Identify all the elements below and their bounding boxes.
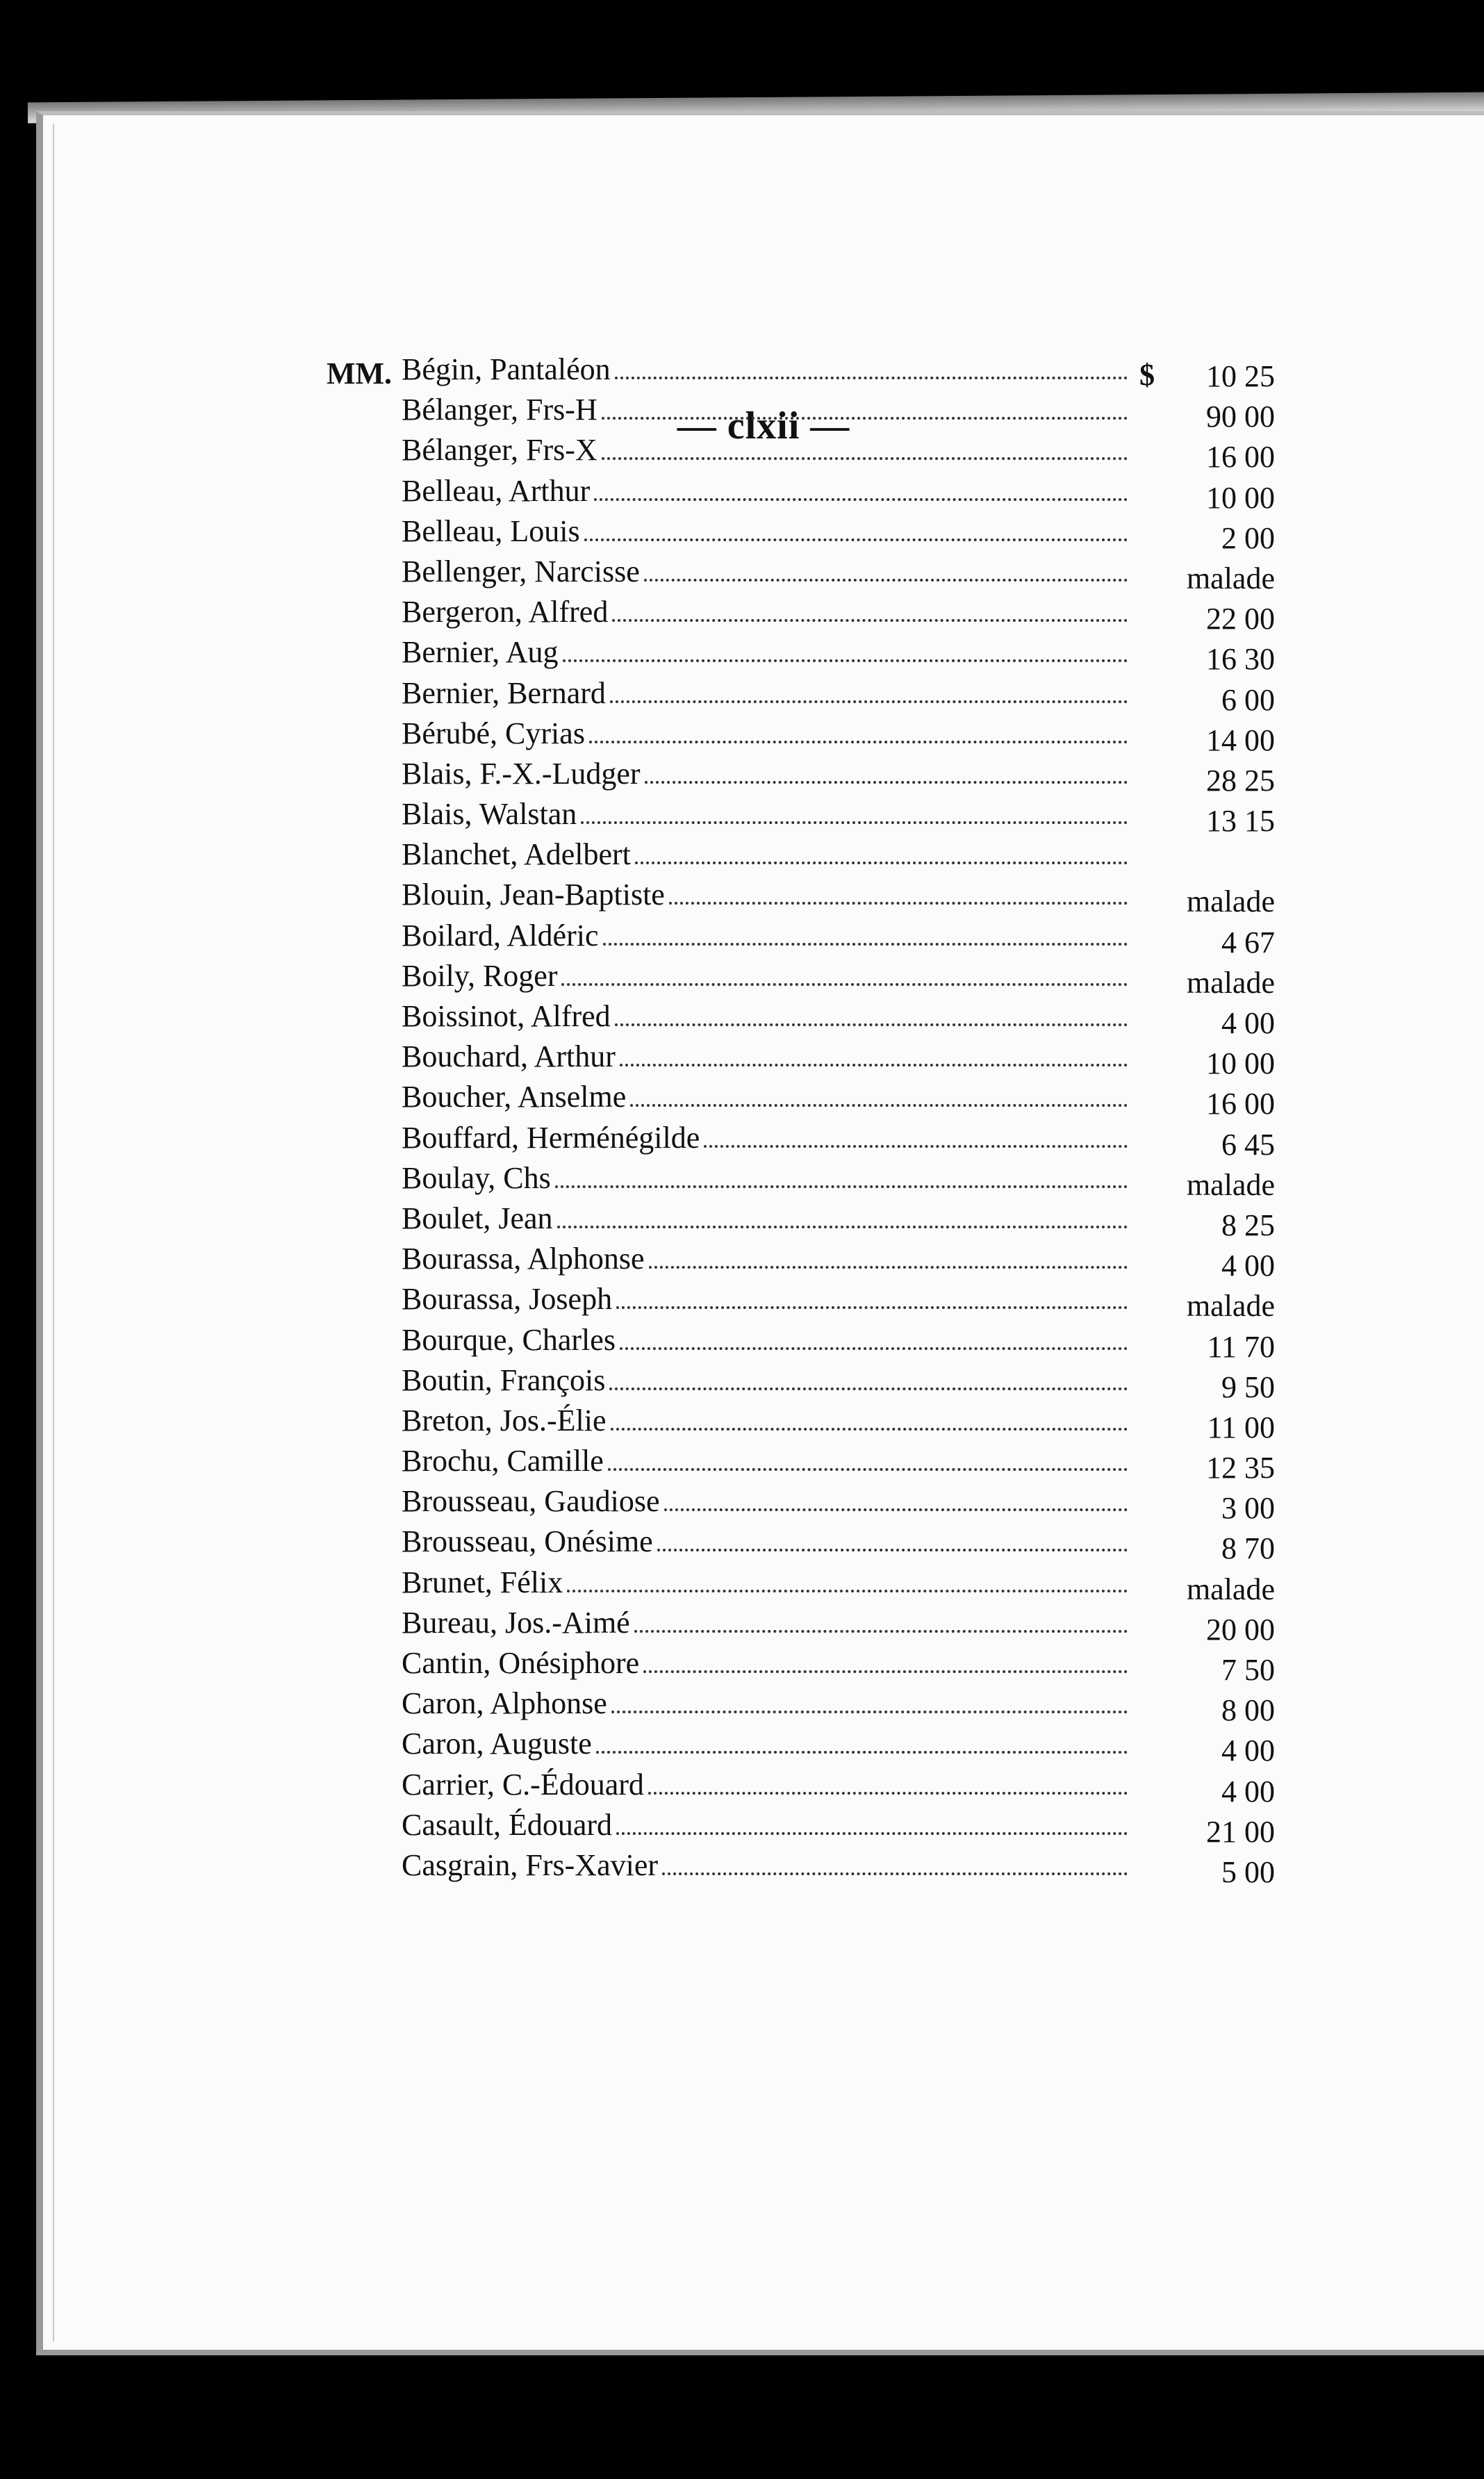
subscriber-name: Blais, F.-X.-Ludger: [402, 756, 641, 791]
name-cell: [402, 918, 1128, 953]
dot-leader: [616, 1832, 1128, 1835]
subscriber-name: Bélanger, Frs-X: [402, 433, 597, 468]
list-item: [327, 1196, 1285, 1242]
amount-value: malade: [1186, 1289, 1275, 1324]
list-item: [327, 1399, 1285, 1444]
subscriber-name: Boutin, François: [402, 1362, 606, 1397]
name-cell: [402, 1486, 1128, 1517]
list-item: [327, 630, 1285, 677]
dot-leader: [609, 1387, 1128, 1390]
name-cell: [402, 1526, 1128, 1557]
name-cell: [402, 1729, 1128, 1759]
amount-value: 4 00: [1221, 1006, 1275, 1040]
dot-leader: [557, 1226, 1128, 1228]
list-item: [327, 711, 1285, 757]
name-cell: [402, 1322, 1128, 1357]
dot-leader: [594, 498, 1128, 501]
dot-leader: [612, 619, 1128, 622]
subscriber-name: Bélanger, Frs-H: [402, 393, 597, 427]
list-item: [327, 388, 1285, 434]
subscriber-name: Brousseau, Gaudiose: [402, 1484, 660, 1519]
amount-value: 16 00: [1206, 1087, 1275, 1121]
amount-value: 9 50: [1221, 1369, 1275, 1404]
amount-value: 5 00: [1221, 1854, 1275, 1889]
amount-value: 14 00: [1206, 723, 1275, 757]
name-cell: [402, 554, 1128, 588]
dot-leader: [634, 1630, 1128, 1633]
list-item: [327, 1156, 1285, 1202]
subscriber-name: Bellenger, Narcisse: [402, 554, 640, 588]
subscriber-name: Carrier, C.-Édouard: [402, 1767, 644, 1802]
subscriber-name: Boulet, Jean: [402, 1201, 553, 1235]
subscriber-name: Brochu, Camille: [402, 1444, 604, 1479]
name-cell: [402, 597, 1128, 627]
name-cell: [402, 1362, 1128, 1397]
amount-value: 8 00: [1221, 1693, 1275, 1728]
dot-leader: [602, 457, 1128, 460]
dot-leader: [589, 741, 1128, 743]
dot-leader: [615, 1023, 1128, 1026]
subscriber-name: Bureau, Jos.-Aimé: [402, 1605, 630, 1640]
list-item: [327, 550, 1285, 595]
name-cell: [402, 1847, 1128, 1882]
dot-leader: [615, 377, 1128, 379]
subscriber-name: Brunet, Félix: [402, 1565, 563, 1599]
amount-value: 10 25: [1206, 359, 1275, 393]
list-item: [327, 1237, 1285, 1283]
list-item: [327, 1763, 1285, 1809]
subscriber-name: Boilard, Aldéric: [402, 918, 599, 953]
name-cell: [402, 1567, 1128, 1598]
subscriber-name: Casault, Édouard: [402, 1807, 613, 1842]
amount-value: 10 00: [1206, 480, 1275, 515]
list-item: [327, 994, 1285, 1040]
name-cell: [402, 839, 1128, 870]
name-cell: [402, 395, 1128, 425]
subscriber-name: Bourque, Charles: [402, 1322, 616, 1357]
subscriber-name: Bérubé, Cyrias: [402, 716, 585, 750]
amount-value: 20 00: [1206, 1612, 1275, 1647]
list-item: [327, 671, 1285, 717]
subscriber-name: Blanchet, Adelbert: [402, 837, 631, 872]
currency-symbol: $: [1139, 358, 1155, 392]
dot-leader: [584, 538, 1128, 541]
name-cell: [402, 513, 1128, 548]
amount-value: malade: [1186, 965, 1275, 1000]
dot-leader: [704, 1145, 1128, 1148]
amount-value: malade: [1186, 561, 1275, 595]
amount-value: 7 50: [1221, 1653, 1275, 1687]
honorific-prefix: MM.: [327, 356, 393, 390]
dot-leader: [644, 579, 1128, 582]
list-item: [327, 1116, 1285, 1162]
page-number-header: — clxii —: [677, 404, 850, 447]
dot-leader: [563, 659, 1128, 662]
amount-value: 4 67: [1221, 925, 1275, 960]
name-cell: [402, 1284, 1128, 1315]
list-item: [327, 1681, 1285, 1728]
subscriber-name: Caron, Alphonse: [402, 1686, 607, 1721]
list-item: [327, 914, 1285, 960]
subscriber-name: Bégin, Pantaléon: [402, 352, 611, 386]
subscriber-name: Cantin, Onésiphore: [402, 1646, 640, 1680]
list-item: [327, 873, 1285, 919]
list-item: [327, 469, 1285, 515]
name-cell: [402, 799, 1128, 830]
list-item: [327, 1277, 1285, 1324]
name-cell: [402, 1767, 1128, 1802]
dot-leader: [603, 943, 1128, 946]
dot-leader: [611, 1428, 1128, 1431]
subscriber-name: Belleau, Louis: [402, 513, 580, 548]
amount-value: 3 00: [1221, 1491, 1275, 1526]
name-cell: [402, 637, 1128, 668]
list-item: [327, 954, 1285, 1000]
subscriber-name: Bourassa, Joseph: [402, 1282, 613, 1317]
subscriber-name: Boissinot, Alfred: [402, 999, 611, 1033]
amount-value: 6 45: [1221, 1127, 1275, 1162]
list-item: [327, 1722, 1285, 1768]
name-cell: [402, 958, 1128, 993]
list-item: [327, 1519, 1285, 1566]
dot-leader: [581, 821, 1128, 824]
list-item: [327, 1075, 1285, 1121]
subscriber-name: Bergeron, Alfred: [402, 595, 609, 629]
subscriber-name: Breton, Jos.-Élie: [402, 1403, 607, 1438]
page-binding-edge: [53, 124, 54, 2341]
amount-value: 21 00: [1206, 1814, 1275, 1849]
dot-leader: [643, 1670, 1128, 1673]
subscriber-list: [327, 347, 1285, 1889]
dot-leader: [561, 983, 1128, 986]
dot-leader: [567, 1590, 1128, 1592]
amount-value: 4 00: [1221, 1733, 1275, 1768]
list-item: [327, 1641, 1285, 1687]
list-item: [327, 590, 1285, 636]
amount-value: 22 00: [1206, 602, 1275, 636]
dot-leader: [620, 1347, 1128, 1350]
subscriber-name: Casgrain, Frs-Xavier: [402, 1847, 659, 1882]
amount-value: 6 00: [1221, 682, 1275, 717]
amount-value: 13 15: [1206, 804, 1275, 839]
dot-leader: [611, 1711, 1128, 1713]
list-item: [327, 1560, 1285, 1606]
dot-leader: [610, 700, 1128, 703]
name-cell: [402, 1203, 1128, 1234]
dot-leader: [620, 1064, 1128, 1066]
list-item: [327, 1358, 1285, 1404]
amount-value: 8 25: [1221, 1208, 1275, 1242]
name-cell: [402, 675, 1128, 710]
amount-value: 4 00: [1221, 1774, 1275, 1809]
amount-value: 16 00: [1206, 440, 1275, 475]
subscriber-name: Blouin, Jean-Baptiste: [402, 878, 665, 912]
dot-leader: [649, 1266, 1128, 1269]
list-item: [327, 1439, 1285, 1485]
dot-leader: [657, 1549, 1128, 1551]
subscriber-name: Boulay, Chs: [402, 1160, 551, 1195]
dot-leader: [596, 1751, 1128, 1754]
subscriber-name: Boucher, Anselme: [402, 1080, 627, 1114]
dot-leader: [648, 1792, 1128, 1795]
name-cell: [402, 1688, 1128, 1719]
name-cell: [402, 880, 1128, 910]
list-item: [327, 509, 1285, 555]
list-item: [327, 1843, 1285, 1889]
list-item: [327, 1479, 1285, 1526]
dot-leader: [616, 1306, 1128, 1309]
dot-leader: [662, 1872, 1128, 1875]
name-cell: [402, 1403, 1128, 1438]
subscriber-name: Bernier, Bernard: [402, 675, 606, 710]
subscriber-name: Brousseau, Onésime: [402, 1524, 653, 1559]
amount-value: 28 25: [1206, 763, 1275, 798]
name-cell: [402, 756, 1128, 791]
dot-leader: [635, 862, 1128, 864]
amount-value: 11 00: [1207, 1410, 1275, 1444]
name-cell: [402, 354, 1128, 385]
name-cell: [402, 718, 1128, 749]
amount-value: malade: [1186, 1572, 1275, 1606]
subscriber-name: Bouchard, Arthur: [402, 1039, 616, 1074]
subscriber-name: Bouffard, Herménégilde: [402, 1120, 700, 1155]
name-cell: [402, 435, 1128, 466]
dot-leader: [602, 417, 1128, 420]
name-cell: [402, 1605, 1128, 1640]
amount-value: 16 30: [1206, 642, 1275, 677]
dot-leader: [669, 902, 1128, 905]
list-item: [327, 428, 1285, 475]
subscriber-name: Belleau, Arthur: [402, 473, 591, 508]
subscriber-name: Boily, Roger: [402, 958, 558, 993]
name-cell: [402, 1001, 1128, 1032]
amount-value: 90 00: [1206, 400, 1275, 434]
amount-value: 12 35: [1206, 1451, 1275, 1485]
amount-value: 4 00: [1221, 1249, 1275, 1283]
list-item: [327, 792, 1285, 839]
list-item: [327, 1601, 1285, 1647]
name-cell: [402, 1120, 1128, 1155]
name-cell: [402, 1444, 1128, 1479]
subscriber-name: Bernier, Aug: [402, 635, 559, 670]
list-item: [327, 1803, 1285, 1849]
list-item: [327, 832, 1285, 873]
name-cell: [402, 1160, 1128, 1195]
amount-value: 8 70: [1221, 1531, 1275, 1566]
dot-leader: [555, 1185, 1128, 1188]
subscriber-name: Caron, Auguste: [402, 1727, 592, 1761]
name-cell: [402, 1082, 1128, 1112]
dot-leader: [608, 1468, 1128, 1471]
amount-value: 11 70: [1207, 1329, 1275, 1364]
subscriber-name: Blais, Walstan: [402, 797, 577, 832]
amount-value: malade: [1186, 1167, 1275, 1202]
name-cell: [402, 1807, 1128, 1842]
list-item: [327, 347, 1285, 393]
name-cell: [402, 473, 1128, 508]
list-item: [327, 1318, 1285, 1364]
dot-leader: [630, 1104, 1128, 1107]
amount-value: malade: [1186, 884, 1275, 919]
amount-value: 2 00: [1221, 520, 1275, 555]
name-cell: [402, 1041, 1128, 1072]
dot-leader: [664, 1508, 1128, 1511]
name-cell: [402, 1244, 1128, 1274]
amount-value: 10 00: [1206, 1046, 1275, 1081]
subscriber-name: Bourassa, Alphonse: [402, 1242, 645, 1276]
name-cell: [402, 1648, 1128, 1679]
dot-leader: [645, 781, 1128, 784]
list-item: [327, 1035, 1285, 1081]
list-item: [327, 752, 1285, 798]
